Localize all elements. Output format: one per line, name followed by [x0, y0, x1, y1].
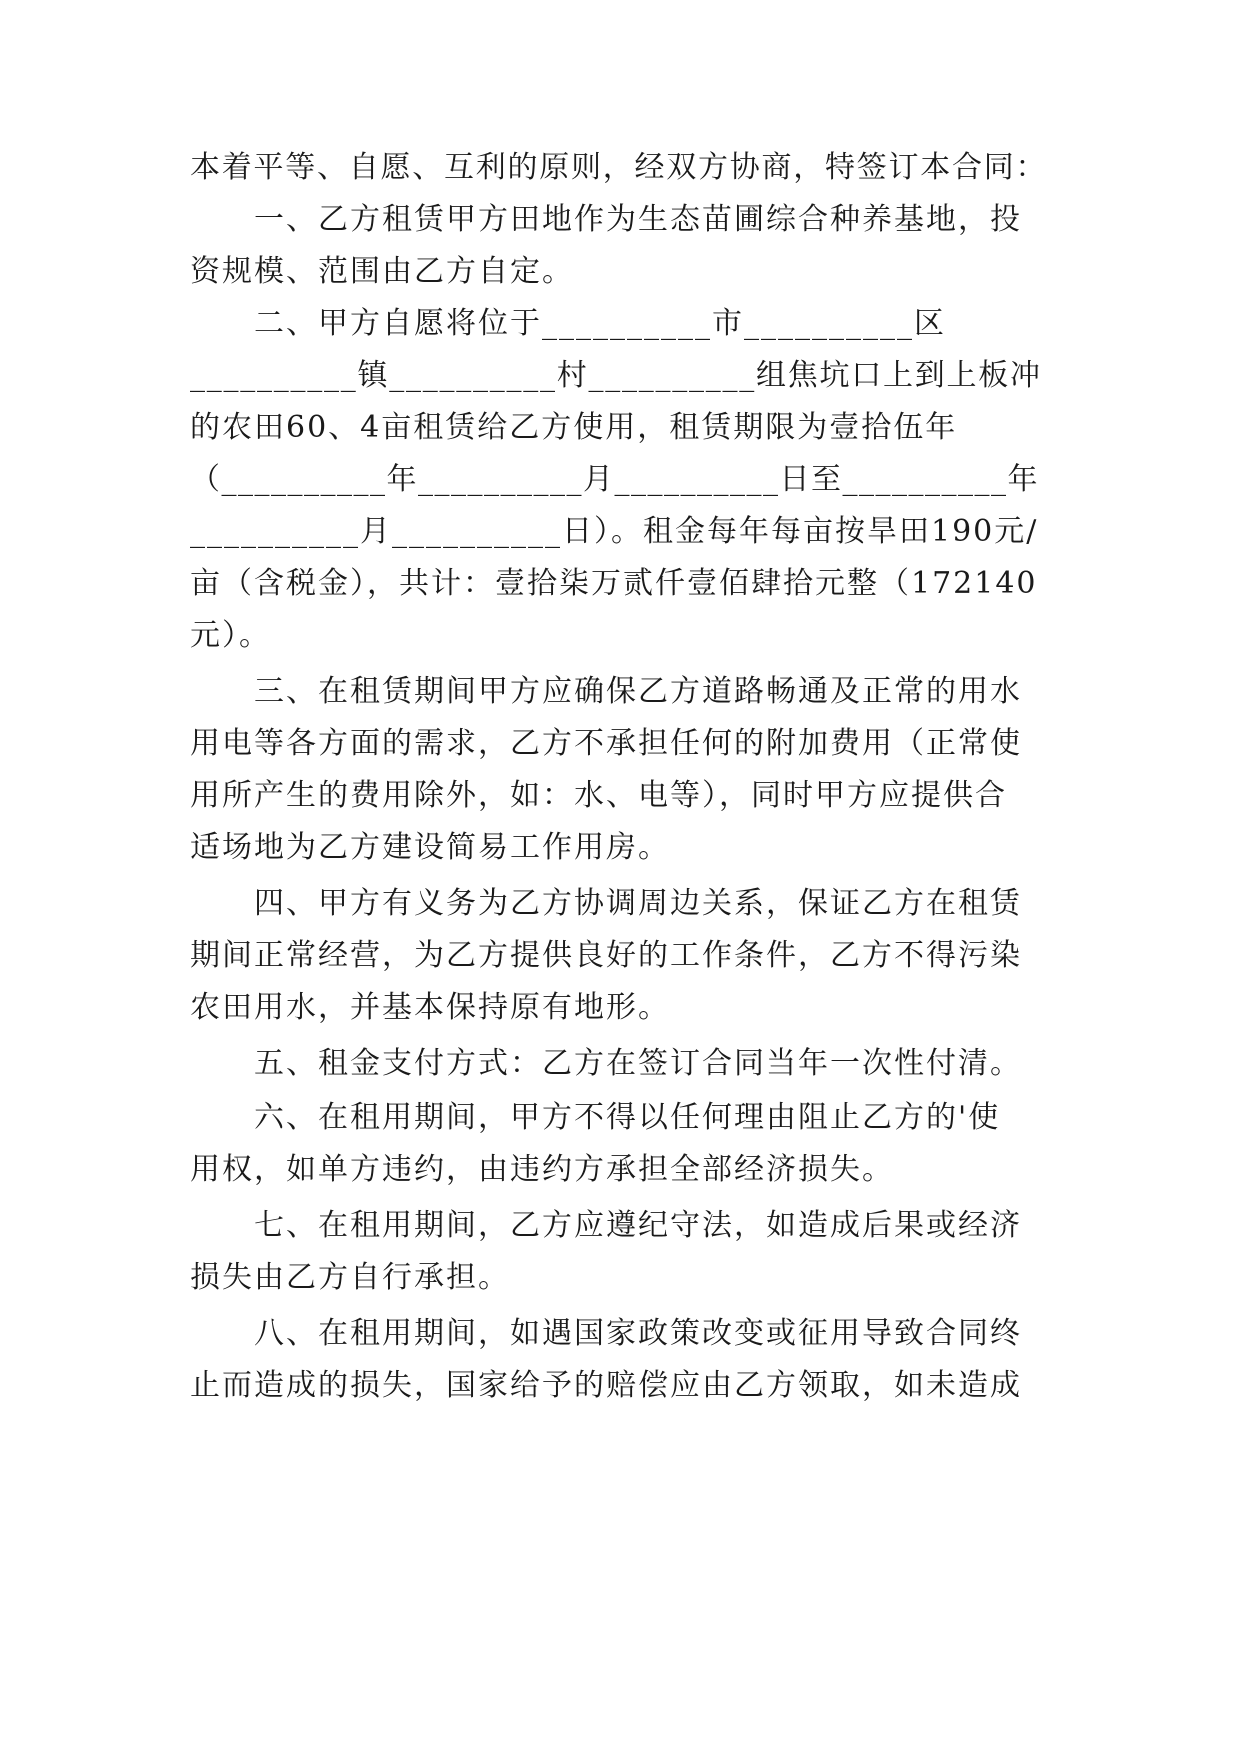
text-line: 止而造成的损失，国家给予的赔偿应由乙方领取，如未造成: [190, 1368, 1022, 1403]
text-line: 本着平等、自愿、互利的原则，经双方协商，特签订本合同：: [190, 150, 1048, 185]
text-line: 期间正常经营，为乙方提供良好的工作条件，乙方不得污染: [190, 938, 1022, 973]
text-line: 八、在租用期间，如遇国家政策改变或征用导致合同终: [190, 1316, 1022, 1351]
text-line: 元）。: [190, 618, 271, 653]
text-line: 四、甲方有义务为乙方协调周边关系，保证乙方在租赁: [190, 886, 1022, 921]
text-line: 二、甲方自愿将位于__________市__________区: [190, 306, 946, 341]
text-line: 农田用水，并基本保持原有地形。: [190, 990, 670, 1025]
text-line: __________镇__________村__________组焦坑口上到上板冲: [190, 358, 1042, 393]
text-line: 七、在租用期间，乙方应遵纪守法，如造成后果或经济: [190, 1208, 1022, 1243]
text-line: 用电等各方面的需求，乙方不承担任何的附加费用（正常使: [190, 726, 1022, 761]
text-line: 三、在租赁期间甲方应确保乙方道路畅通及正常的用水: [190, 674, 1022, 709]
text-line: （__________年__________月__________日至__________年: [190, 462, 1039, 497]
text-line: 五、租金支付方式：乙方在签订合同当年一次性付清。: [190, 1046, 1022, 1081]
text-line: 的农田60、4亩租赁给乙方使用，租赁期限为壹拾伍年: [190, 410, 958, 445]
text-line: 用权，如单方违约，由违约方承担全部经济损失。: [190, 1152, 894, 1187]
text-line: 亩（含税金），共计：壹拾柒万贰仟壹佰肆拾元整（172140: [190, 566, 1038, 601]
text-line: 资规模、范围由乙方自定。: [190, 254, 574, 289]
text-line: 六、在租用期间，甲方不得以任何理由阻止乙方的'使: [190, 1100, 1001, 1135]
text-line: __________月__________日）。租金每年每亩按旱田190元/: [190, 514, 1039, 549]
text-line: 损失由乙方自行承担。: [190, 1260, 510, 1295]
text-line: 一、乙方租赁甲方田地作为生态苗圃综合种养基地，投: [190, 202, 1022, 237]
text-line: 适场地为乙方建设简易工作用房。: [190, 830, 670, 865]
text-line: 用所产生的费用除外，如：水、电等），同时甲方应提供合: [190, 778, 1007, 813]
